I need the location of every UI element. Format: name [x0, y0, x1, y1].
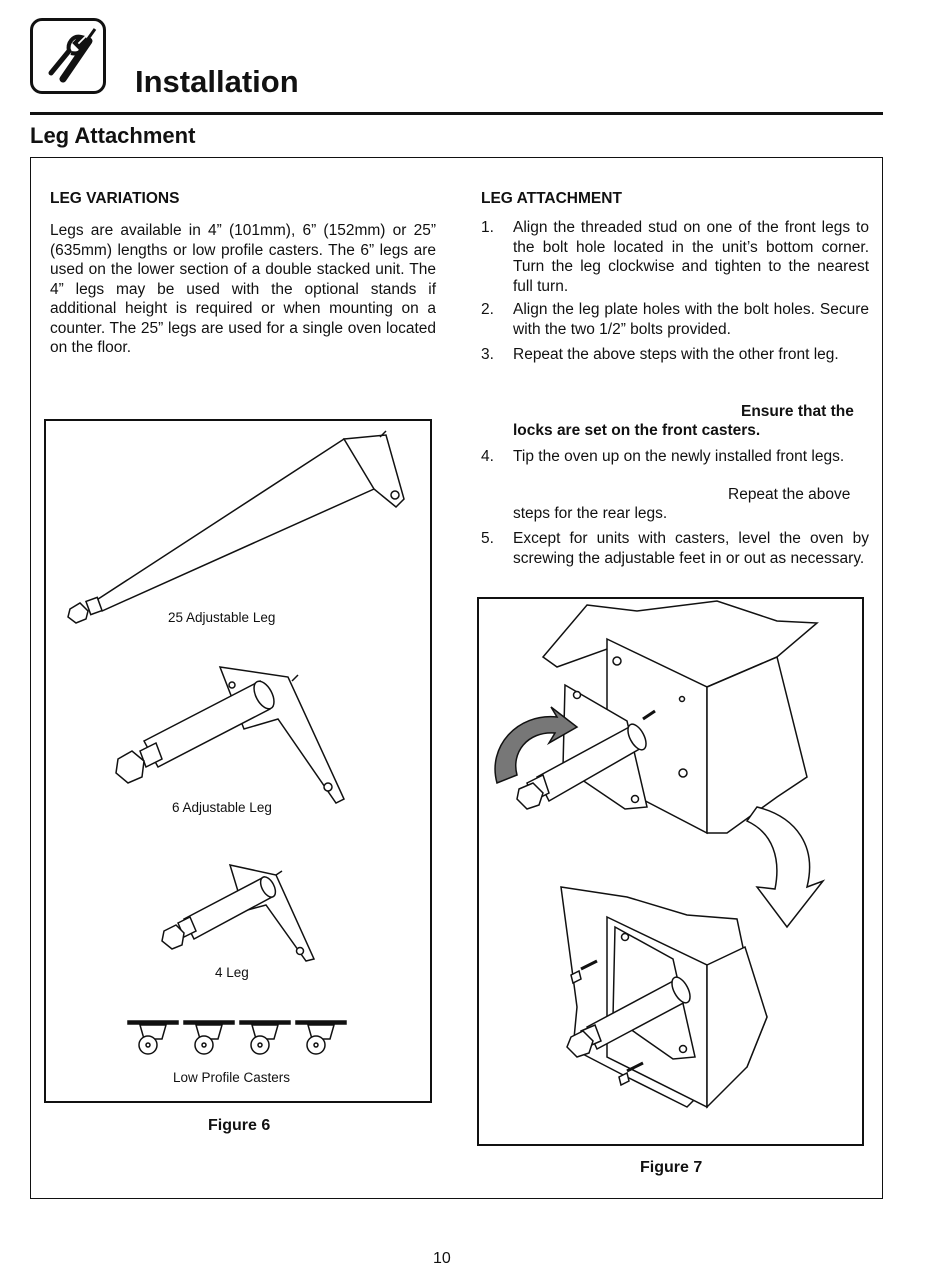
- page-title: Installation: [135, 64, 299, 99]
- leg-variations-heading: LEG VARIATIONS: [50, 190, 180, 207]
- section-subtitle: Leg Attachment: [30, 123, 196, 148]
- caption-25-leg: 25 Adjustable Leg: [168, 610, 276, 625]
- ensure-note-a: Ensure that the: [741, 403, 854, 420]
- step-1: 1. Align the threaded stud on one of the front legs to the bolt hole located in the unit’s bottom corner. Turn the leg clockwise and tighten to the nearest full turn.: [481, 219, 869, 295]
- figure-7-label: Figure 7: [640, 1159, 703, 1176]
- step-4: 4. Tip the oven up on the newly installed front legs.: [481, 448, 845, 465]
- caption-casters: Low Profile Casters: [173, 1070, 291, 1085]
- figure-6-label: Figure 6: [208, 1117, 271, 1134]
- page-number: 10: [433, 1250, 451, 1267]
- step-2: 2. Align the leg plate holes with the bolt holes. Secure with the two 1/2” bolts provided.: [481, 301, 869, 338]
- repeat-note-b: steps for the rear legs.: [513, 505, 668, 522]
- step-3: 3. Repeat the above steps with the other front leg.: [481, 346, 839, 363]
- title-divider: [30, 112, 883, 115]
- ensure-note-b: locks are set on the front casters.: [513, 422, 761, 439]
- caption-6-leg: 6 Adjustable Leg: [172, 800, 272, 815]
- leg-attachment-heading: LEG ATTACHMENT: [481, 190, 622, 207]
- repeat-note-a: Repeat the above: [728, 486, 851, 503]
- step-5: 5. Except for units with casters, level the oven by screwing the adjustable feet in or out as necessary.: [481, 530, 869, 567]
- casters-illustration: [44, 419, 432, 1103]
- leg-install-illustration: [477, 597, 864, 1146]
- wrench-screwdriver-icon: [30, 18, 106, 94]
- leg-variations-paragraph: Legs are available in 4” (101mm), 6” (152mm) or 25” (635mm) lengths or low profile casters. The 6” legs are used on the lower section of a double stacked unit. The 4” legs may be used with the optional stands if additional height is required or when mounting on a counter. The 25” legs are used for a single oven located on the floor.: [50, 222, 436, 356]
- caption-4-leg: 4 Leg: [215, 965, 249, 980]
